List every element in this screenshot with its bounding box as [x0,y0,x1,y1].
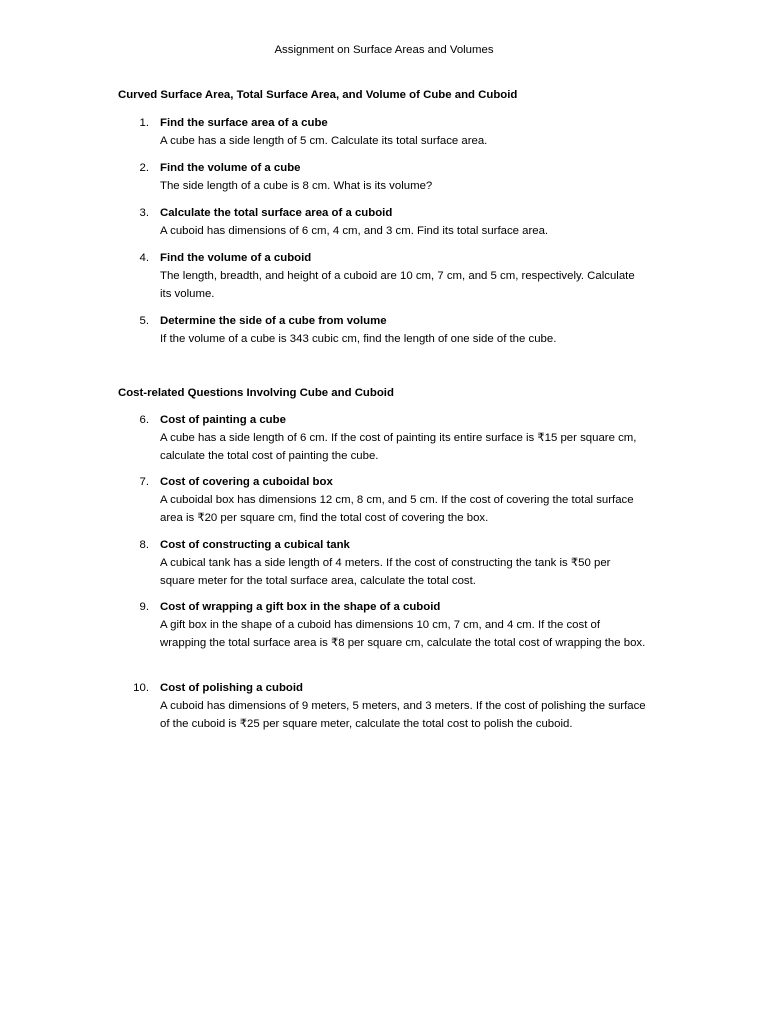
question-item-10 [118,679,648,733]
question-title: Cost of constructing a cubical tank [160,539,350,551]
question-number: 9. [139,601,149,613]
question-item-4 [118,249,648,303]
question-title: Find the surface area of a cube [160,117,328,129]
question-text: A cube has a side length of 6 cm. If the cost of painting its entire surface is ₹15 per square cm, calculate the total cost of painting the cube. [160,432,637,462]
question-title: Find the volume of a cube [160,162,301,174]
question-item-5 [118,312,648,348]
question-text: A cuboidal box has dimensions 12 cm, 8 cm, and 5 cm. If the cost of covering the total surface area is ₹20 per square cm, find the total cost of covering the box. [160,494,634,524]
section-heading-cost: Cost-related Questions Involving Cube and Cuboid [118,387,394,399]
question-title: Determine the side of a cube from volume [160,315,387,327]
question-number: 8. [139,539,149,551]
question-text: A cube has a side length of 5 cm. Calculate its total surface area. [160,135,488,147]
question-item-8 [118,536,648,590]
question-item-9 [118,598,648,652]
question-number: 4. [139,252,149,264]
question-number: 6. [139,414,149,426]
section-heading-measurements: Curved Surface Area, Total Surface Area, and Volume of Cube and Cuboid [118,89,518,101]
question-number: 5. [139,315,149,327]
question-text: The side length of a cube is 8 cm. What is its volume? [160,180,433,192]
question-title: Cost of covering a cuboidal box [160,476,333,488]
question-text: A cuboid has dimensions of 9 meters, 5 meters, and 3 meters. If the cost of polishing the surface of the cuboid is ₹25 per square meter, calculate the total cost to polish the cuboid. [160,700,646,730]
question-item-6 [118,411,648,465]
question-number: 2. [139,162,149,174]
question-title: Calculate the total surface area of a cuboid [160,207,393,219]
question-item-1 [118,114,648,150]
question-number: 10. [133,682,149,694]
question-text: A gift box in the shape of a cuboid has dimensions 10 cm, 7 cm, and 4 cm. If the cost of wrapping the total surface area is ₹8 per square cm, calculate the total cost of wrapping the box. [160,619,646,649]
question-title: Find the volume of a cuboid [160,252,312,264]
question-number: 3. [139,207,149,219]
question-item-3 [118,204,648,240]
question-title: Cost of polishing a cuboid [160,682,304,694]
question-title: Cost of painting a cube [160,414,286,426]
question-text: A cubical tank has a side length of 4 meters. If the cost of constructing the tank is ₹50 per square meter for the total surface area, calculate the total cost. [160,557,611,587]
question-number: 7. [139,476,149,488]
document-title: Assignment on Surface Areas and Volumes [274,44,494,56]
question-text: A cuboid has dimensions of 6 cm, 4 cm, and 3 cm. Find its total surface area. [160,225,549,237]
question-item-2 [118,159,648,195]
question-text: The length, breadth, and height of a cuboid are 10 cm, 7 cm, and 5 cm, respectively. Calculate its volume. [160,270,635,300]
question-item-7 [118,473,648,527]
question-number: 1. [139,117,149,129]
question-title: Cost of wrapping a gift box in the shape of a cuboid [160,601,441,613]
question-text: If the volume of a cube is 343 cubic cm, find the length of one side of the cube. [160,333,557,345]
